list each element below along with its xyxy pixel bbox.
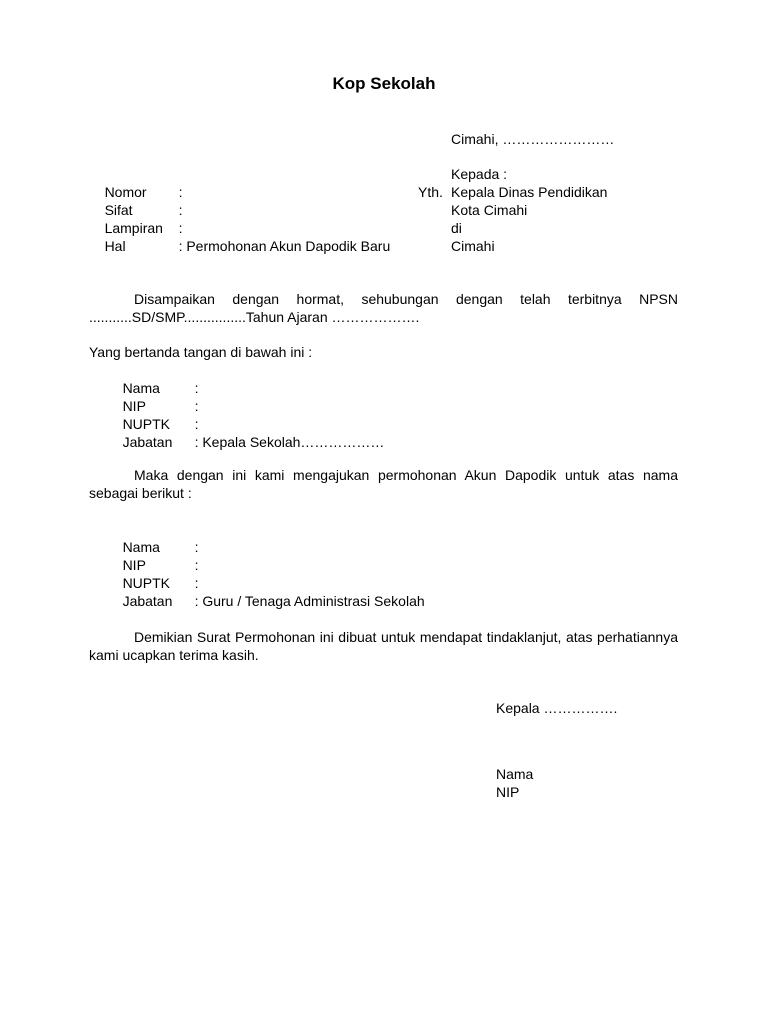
signatory-intro: Yang bertanda tangan di bawah ini : (89, 344, 313, 360)
signature-name: Nama (496, 766, 534, 782)
header-field-hal (89, 219, 390, 273)
recipient-line2: Kota Cimahi (451, 202, 528, 218)
recipient-line1: Kepala Dinas Pendidikan (451, 184, 608, 200)
field-value: : (194, 380, 199, 396)
applicant-field-jabatan (107, 574, 425, 628)
field-label: Lampiran (104, 220, 163, 236)
paragraph-text: Demikian Surat Permohonan ini dibuat untuk mendapat tindaklanjut, atas perhatiannya kami ucapkan terima kasih. (89, 629, 678, 663)
recipient-line4: Cimahi (451, 238, 495, 254)
field-value: : (194, 575, 199, 591)
recipient-line3: di (451, 220, 462, 236)
letterhead-title: Kop Sekolah (332, 74, 436, 93)
field-label: Hal (104, 238, 126, 254)
field-label: Jabatan (122, 434, 173, 450)
field-value: : (178, 202, 183, 218)
field-label: NUPTK (122, 575, 171, 591)
signature-title: Kepala ……………. (496, 700, 618, 716)
signatory-field-jabatan (107, 415, 384, 469)
field-label: Jabatan (122, 593, 173, 609)
field-label: NIP (122, 398, 146, 414)
paragraph-text: Disampaikan dengan hormat, sehubungan dengan telah terbitnya NPSN ...........SD/SMP................Tahun Ajaran ………………. (89, 291, 678, 325)
paragraph-request (89, 466, 678, 502)
field-value: : (178, 184, 183, 200)
field-label: Sifat (104, 202, 133, 218)
field-label: Nama (122, 380, 160, 396)
field-value: : Kepala Sekolah……………… (194, 434, 385, 450)
field-label: NUPTK (122, 416, 171, 432)
field-value: : Permohonan Akun Dapodik Baru (178, 238, 391, 254)
field-label: Nomor (104, 184, 147, 200)
field-value: : (194, 398, 199, 414)
field-value: : (178, 220, 183, 236)
paragraph-opening (89, 290, 678, 326)
recipient-kepada: Kepada : (451, 166, 508, 182)
field-value: : (194, 557, 199, 573)
recipient-yth: Yth. (418, 184, 443, 200)
paragraph-text: Maka dengan ini kami mengajukan permohonan Akun Dapodik untuk atas nama sebagai berikut : (89, 467, 678, 501)
signature-nip: NIP (496, 784, 520, 800)
field-value: : (194, 539, 199, 555)
field-value: : (194, 416, 199, 432)
place-date: Cimahi, …………………… (451, 131, 615, 147)
field-label: NIP (122, 557, 146, 573)
paragraph-closing (89, 628, 678, 664)
field-value: : Guru / Tenaga Administrasi Sekolah (194, 593, 425, 609)
field-label: Nama (122, 539, 160, 555)
